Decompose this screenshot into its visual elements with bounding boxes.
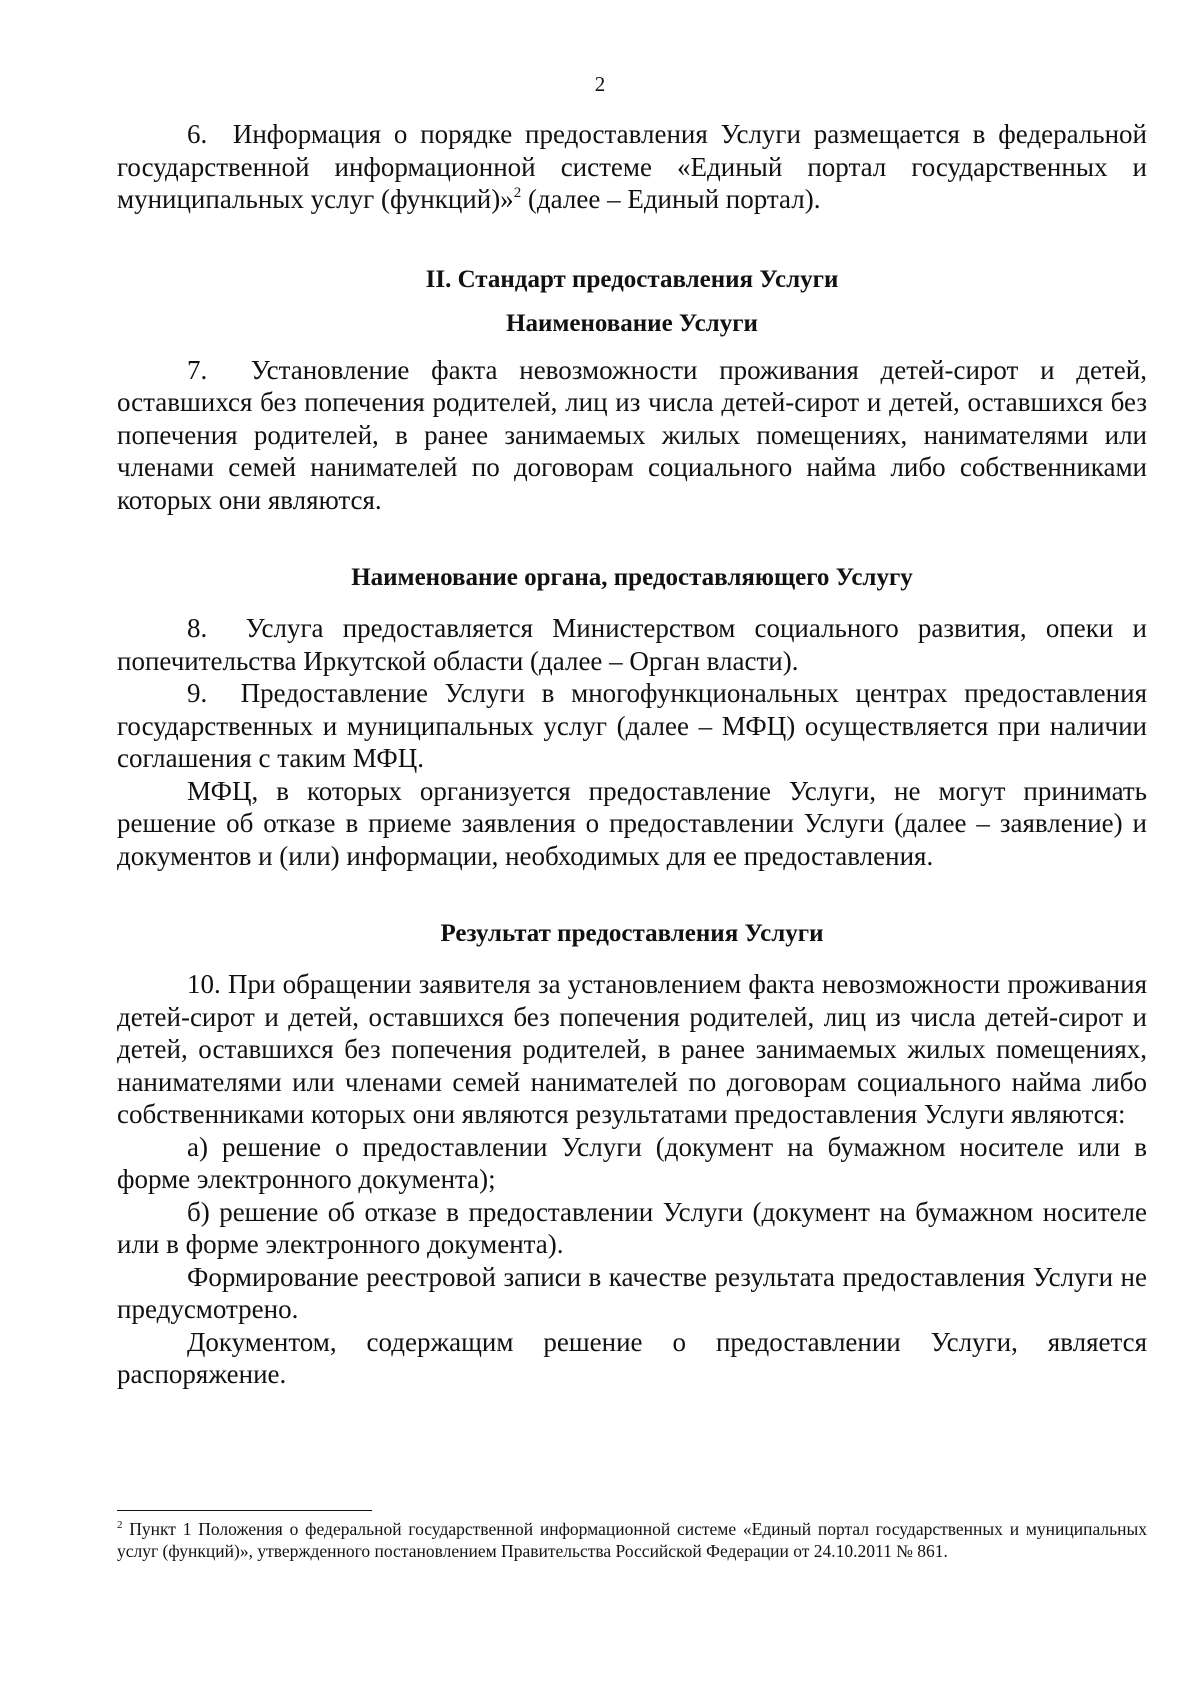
page-number: 2 bbox=[594, 72, 606, 96]
footnote-separator bbox=[117, 1510, 372, 1511]
paragraph-10-a: а) решение о предоставлении Услуги (документ на бумажном носителе или в форме электронного документа); bbox=[117, 1131, 1147, 1194]
paragraph-6-text: 6. Информация о порядке предоставления Услуги размещается в федеральной государственной информационной системе «Единый портал государственных и муниципальных услуг (функций)» bbox=[117, 119, 1147, 214]
footnote bbox=[117, 1518, 1147, 1562]
paragraph-10-b: б) решение об отказе в предоставлении Услуги (документ на бумажном носителе или в форме электронного документа). bbox=[117, 1196, 1147, 1259]
paragraph-10: 10. При обращении заявителя за установлением факта невозможности проживания детей-сирот и детей, оставшихся без попечения родителей, лиц из числа детей-сирот и детей, оставшихся без попечения родителей, в ранее занимаемых жилых помещениях, нанимателями или членами семей нанимателей по договорам социального найма либо собственниками которых они являются результатами предоставления Услуги являются: bbox=[117, 969, 1147, 1129]
paragraph-10-document: Документом, содержащим решение о предоставлении Услуги, является распоряжение. bbox=[117, 1326, 1147, 1389]
paragraph-9-mfc: МФЦ, в которых организуется предоставление Услуги, не могут принимать решение об отказе в приеме заявления о предоставлении Услуги (далее – заявление) и документов и (или) информации, необходимых для ее предоставления. bbox=[117, 775, 1147, 871]
document-body bbox=[117, 118, 1147, 1391]
footnote-ref[interactable]: 2 bbox=[513, 185, 522, 201]
paragraph-6-tail: (далее – Единый портал). bbox=[521, 184, 821, 214]
paragraph-7: 7. Установление факта невозможности проживания детей-сирот и детей, оставшихся без попечения родителей, лиц из числа детей-сирот и детей, оставшихся без попечения родителей, в ранее занимаемых жилых помещениях, нанимателями или членами семей нанимателей по договорам социального найма либо собственниками которых они являются. bbox=[117, 354, 1147, 515]
subheading-service-name: Наименование Услуги bbox=[506, 309, 758, 337]
subheading-authority: Наименование органа, предоставляющего Услугу bbox=[351, 564, 913, 591]
footnote-marker: 2 bbox=[117, 1519, 123, 1531]
paragraph-10-registry: Формирование реестровой записи в качестве результата предоставления Услуги не предусмотрено. bbox=[117, 1261, 1147, 1324]
paragraph-8: 8. Услуга предоставляется Министерством социального развития, опеки и попечительства Иркутской области (далее – Орган власти). bbox=[117, 613, 1147, 676]
paragraph-9: 9. Предоставление Услуги в многофункциональных центрах предоставления государственных и муниципальных услуг (далее – МФЦ) осуществляется при наличии соглашения с таким МФЦ. bbox=[117, 678, 1147, 773]
section-heading: II. Стандарт предоставления Услуги bbox=[425, 265, 839, 293]
footnote-text: Пункт 1 Положения о федеральной государственной информационной системе «Единый портал государственных и муниципальных услуг (функций)», утвержденного постановлением Правительства Российской Федерации от 24.10.2011 № 861. bbox=[117, 1519, 1147, 1561]
paragraph-6 bbox=[117, 118, 1147, 216]
subheading-result: Результат предоставления Услуги bbox=[440, 920, 824, 947]
